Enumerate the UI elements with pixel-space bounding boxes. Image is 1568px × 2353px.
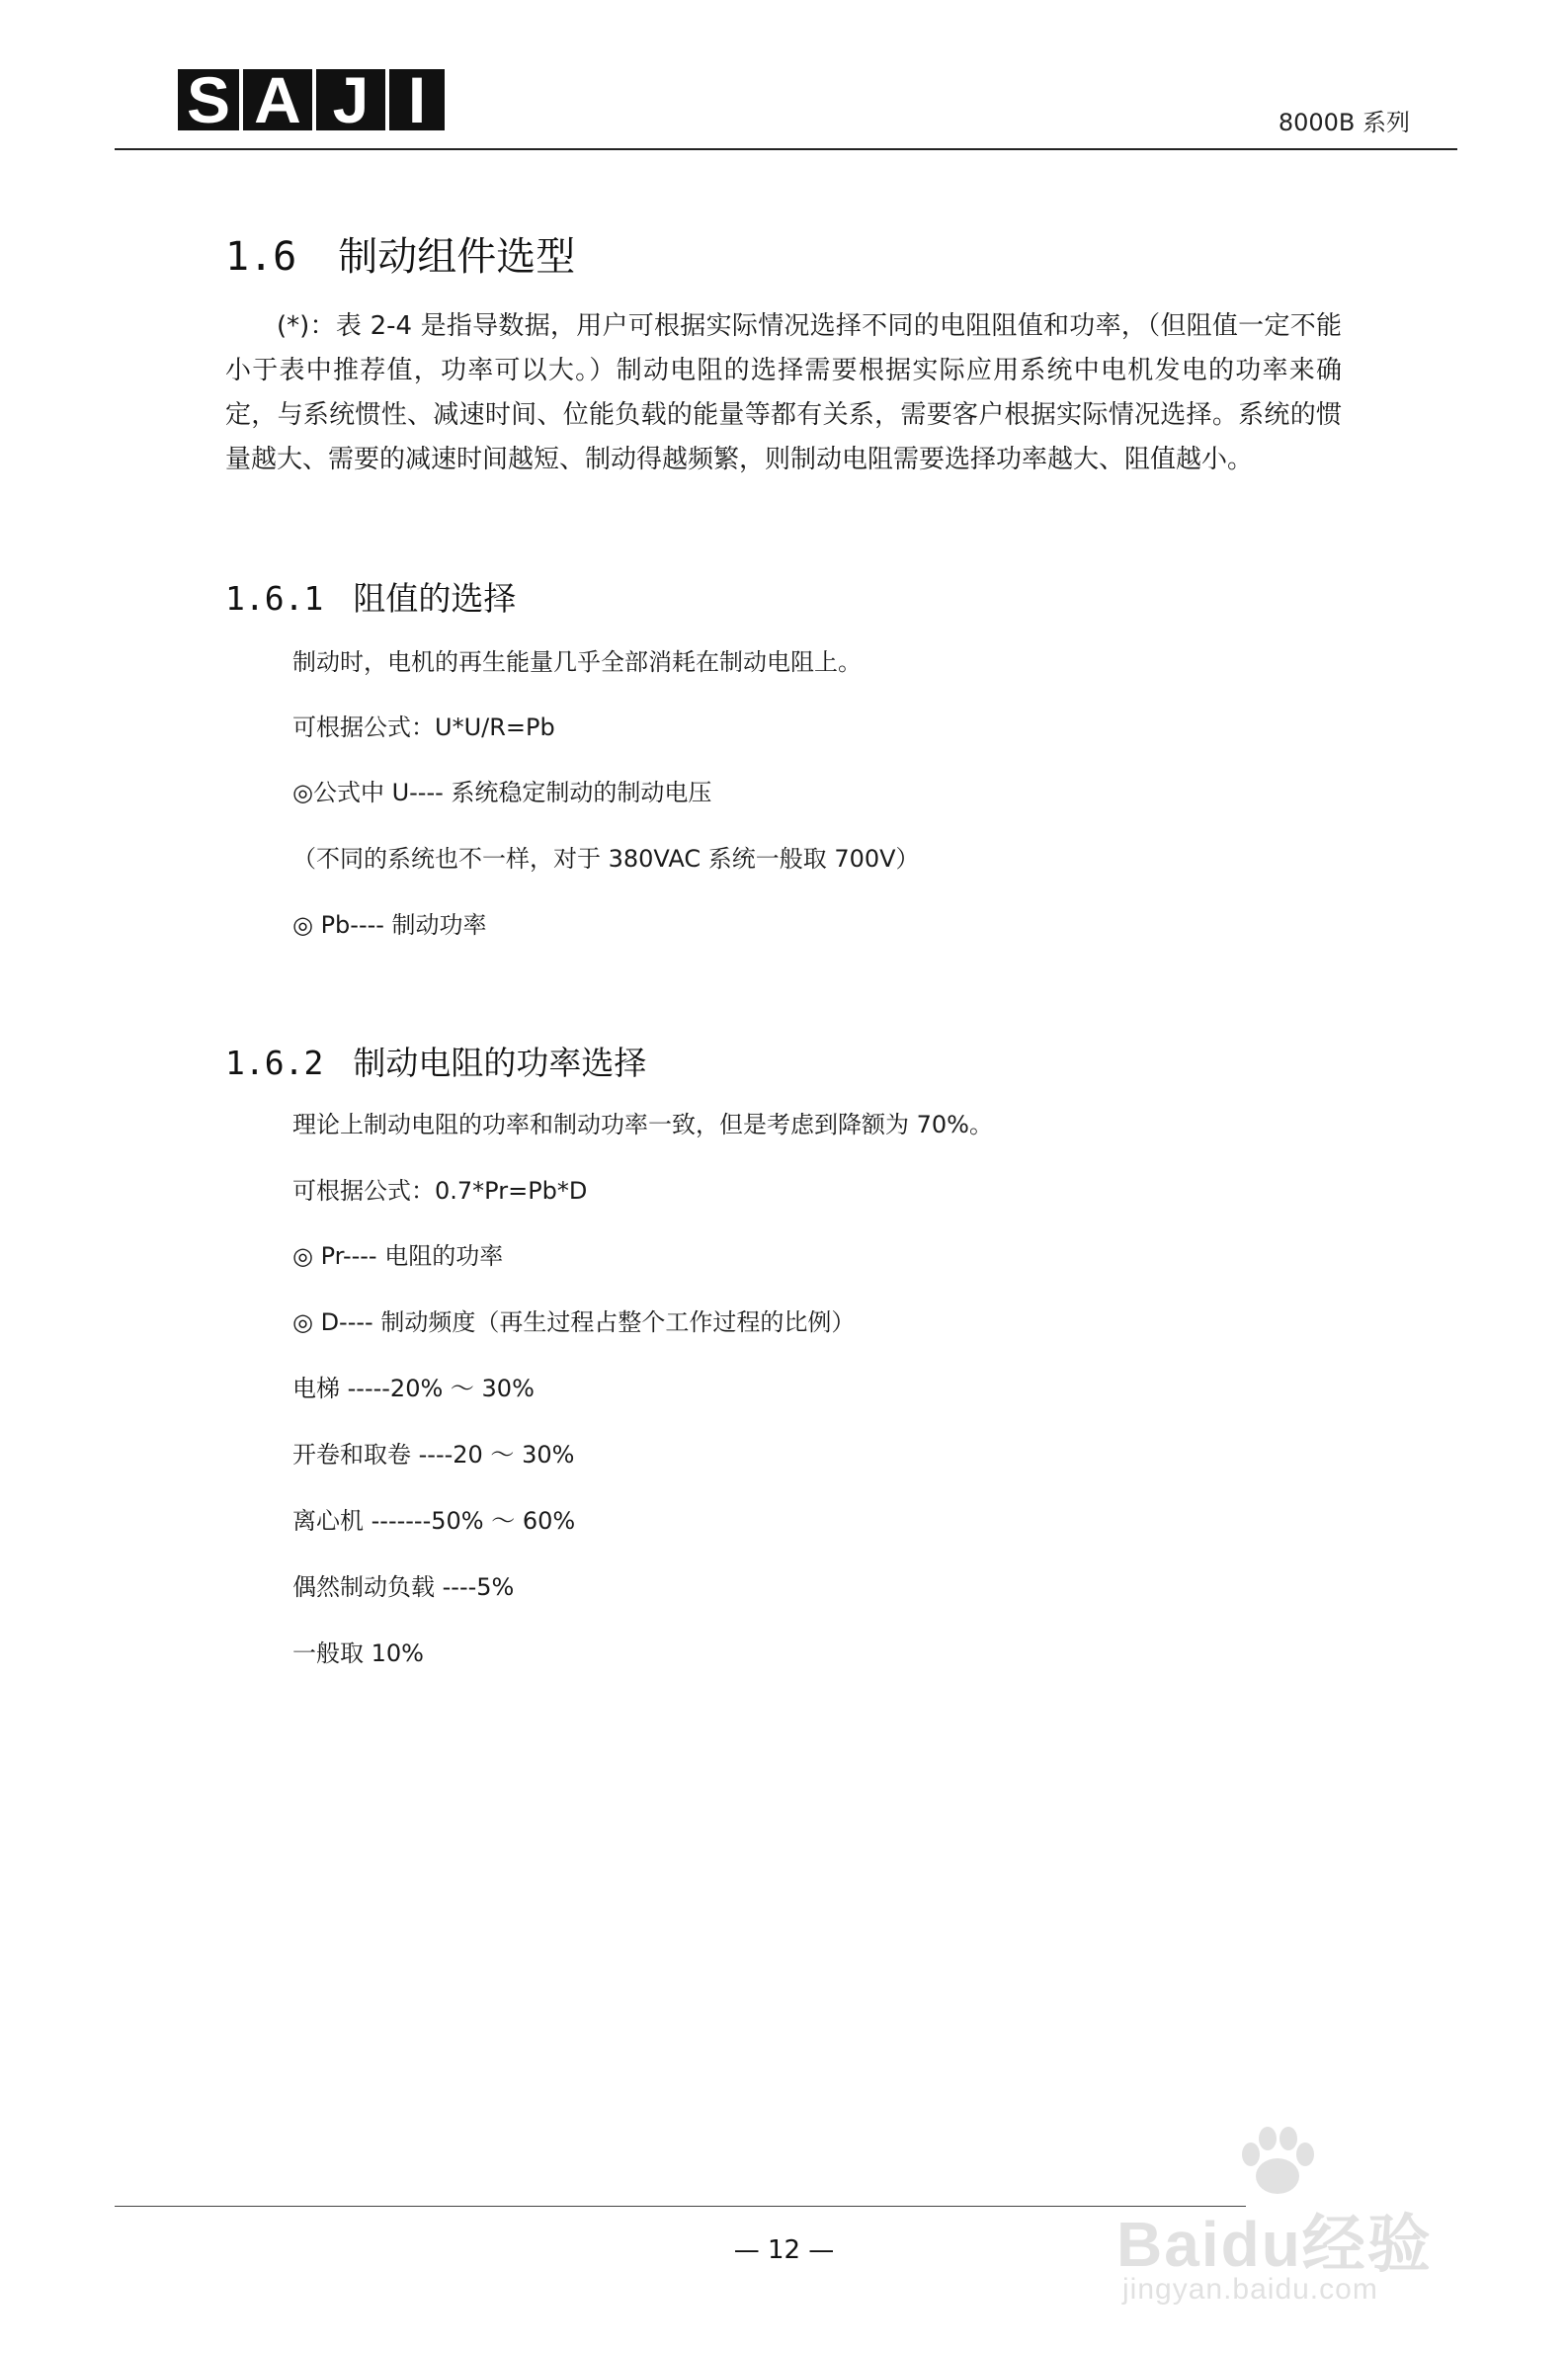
subsection-heading (225, 573, 516, 620)
footer-divider (115, 2206, 1246, 2207)
saj-logo (178, 63, 445, 136)
intro-paragraph: (*)：表 2-4 是指导数据，用户可根据实际情况选择不同的电阻阻值和功率，（但阻值一定不能小于表中推荐值，功率可以大。）制动电阻的选择需要根据实际应用系统中电机发电的功率来确定，与系统惯性、减速时间、位能负载的能量等都有关系，需要客户根据实际情况选择。系统的惯量越大、需要的减速时间越短、制动得越频繁，则制动电阻需要选择功率越大、阻值越小。 (225, 311, 1342, 474)
watermark-brand: Baidu经验 (1116, 2209, 1433, 2280)
header-divider (115, 148, 1457, 150)
paw-icon (1233, 2125, 1322, 2204)
logo-letter: A (243, 69, 312, 130)
section-title: 制动组件选型 (338, 234, 576, 280)
section-heading (225, 225, 575, 282)
body-line: ◎ D---- 制动频度（再生过程占整个工作过程的比例） (292, 1308, 856, 1336)
logo-letter: J (316, 69, 385, 130)
page-number: — 12 — (733, 2235, 835, 2265)
page-header (0, 0, 1568, 158)
subsection-title: 阻值的选择 (353, 579, 517, 618)
subsection-heading (225, 1038, 646, 1084)
subsection-title: 制动电阻的功率选择 (353, 1044, 647, 1082)
body-line: （不同的系统也不一样，对于 380VAC 系统一般取 700V） (292, 845, 920, 873)
baidu-watermark (1116, 2125, 1492, 2312)
body-line: 可根据公式：U*U/R=Pb (292, 714, 555, 741)
body-line: 一般取 10% (292, 1639, 424, 1667)
body-line: 电梯 -----20% ～ 30% (292, 1375, 535, 1402)
body-line: 偶然制动负载 ----5% (292, 1573, 515, 1601)
body-line: ◎公式中 U---- 系统稳定制动的制动电压 (292, 779, 712, 806)
section-number: 1.6 (225, 234, 297, 280)
body-line: ◎ Pr---- 电阻的功率 (292, 1242, 504, 1270)
logo-letter: S (178, 69, 239, 130)
body-line: 制动时，电机的再生能量几乎全部消耗在制动电阻上。 (292, 648, 862, 676)
watermark-url: jingyan.baidu.com (1122, 2273, 1378, 2306)
subsection-number: 1.6.1 (225, 579, 324, 618)
body-line: 可根据公式：0.7*Pr=Pb*D (292, 1177, 588, 1205)
subsection-number: 1.6.2 (225, 1044, 324, 1082)
body-line: ◎ Pb---- 制动功率 (292, 911, 487, 939)
body-line: 开卷和取卷 ----20 ～ 30% (292, 1441, 575, 1469)
series-label: 8000B 系列 (1278, 109, 1410, 136)
body-line: 理论上制动电阻的功率和制动功率一致，但是考虑到降额为 70%。 (292, 1111, 993, 1138)
body-line: 离心机 -------50% ～ 60% (292, 1507, 576, 1535)
logo-letter: I (389, 69, 445, 130)
